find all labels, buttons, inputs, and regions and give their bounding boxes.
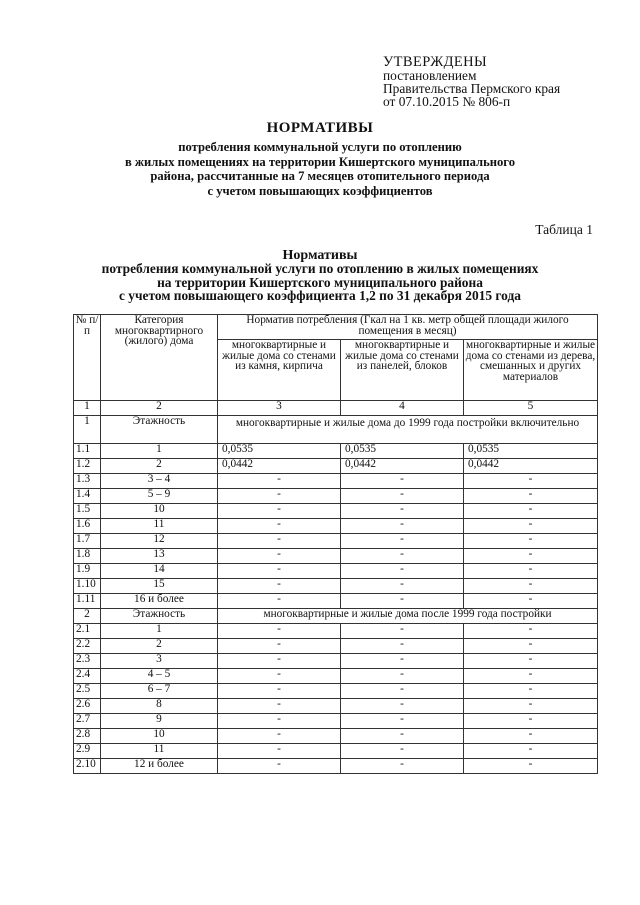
row-category: 8 — [101, 699, 218, 714]
row-value-stone: - — [218, 684, 341, 699]
row-value-wood: - — [464, 669, 598, 684]
row-category: 2 — [101, 639, 218, 654]
row-value-wood: - — [464, 684, 598, 699]
row-num: 1.10 — [74, 579, 101, 594]
row-num: 1.7 — [74, 534, 101, 549]
subtitle-line: потребления коммунальной услуги по отоплению — [178, 140, 462, 154]
row-category: 16 и более — [101, 594, 218, 609]
row-value-wood: - — [464, 564, 598, 579]
row-value-wood: - — [464, 624, 598, 639]
row-value-panel: - — [341, 624, 464, 639]
section-label: Этажность — [101, 609, 218, 624]
row-num: 1.6 — [74, 519, 101, 534]
row-num: 2.2 — [74, 639, 101, 654]
row-value-stone: - — [218, 759, 341, 774]
row-category: 10 — [101, 504, 218, 519]
column-numbers-row — [74, 401, 598, 416]
section-num: 1 — [74, 416, 101, 444]
row-category: 13 — [101, 549, 218, 564]
row-num: 2.4 — [74, 669, 101, 684]
row-value-panel: - — [341, 639, 464, 654]
table-row — [74, 714, 598, 729]
col-number: 3 — [218, 401, 341, 416]
row-category: 11 — [101, 744, 218, 759]
row-num: 1.4 — [74, 489, 101, 504]
row-value-stone: - — [218, 714, 341, 729]
approval-title: УТВЕРЖДЕНЫ — [383, 54, 488, 70]
document-subtitle — [80, 140, 560, 198]
col-number: 5 — [464, 401, 598, 416]
row-category: 2 — [101, 459, 218, 474]
section-text: многоквартирные и жилые дома до 1999 года постройки включительно — [218, 416, 598, 444]
row-value-panel: - — [341, 669, 464, 684]
table-row — [74, 594, 598, 609]
row-value-panel: 0,0442 — [341, 459, 464, 474]
table-row — [74, 474, 598, 489]
row-value-stone: - — [218, 504, 341, 519]
row-value-stone: - — [218, 564, 341, 579]
row-value-panel: - — [341, 729, 464, 744]
row-value-stone: - — [218, 729, 341, 744]
row-value-panel: 0,0535 — [341, 444, 464, 459]
row-value-wood: - — [464, 519, 598, 534]
header-col5: многоквартирные и жилые дома со стенами из дерева, смешанных и других материалов — [464, 340, 598, 401]
row-value-panel: - — [341, 504, 464, 519]
row-value-wood: - — [464, 534, 598, 549]
row-value-stone: - — [218, 474, 341, 489]
row-value-stone: 0,0535 — [218, 444, 341, 459]
row-value-panel: - — [341, 699, 464, 714]
row-value-panel: - — [341, 684, 464, 699]
row-num: 1.11 — [74, 594, 101, 609]
section-num: 2 — [74, 609, 101, 624]
row-value-panel: - — [341, 744, 464, 759]
row-value-wood: - — [464, 489, 598, 504]
row-value-panel: - — [341, 519, 464, 534]
approval-line: от 07.10.2015 № 806-п — [383, 94, 511, 109]
table-row — [74, 564, 598, 579]
row-category: 11 — [101, 519, 218, 534]
section-label: Этажность — [101, 416, 218, 444]
row-category: 4 – 5 — [101, 669, 218, 684]
table-row — [74, 639, 598, 654]
row-num: 2.1 — [74, 624, 101, 639]
row-value-wood: - — [464, 549, 598, 564]
table-row — [74, 624, 598, 639]
row-num: 2.3 — [74, 654, 101, 669]
table-row — [74, 549, 598, 564]
table-row — [74, 444, 598, 459]
row-value-stone: - — [218, 624, 341, 639]
table-row — [74, 519, 598, 534]
row-category: 10 — [101, 729, 218, 744]
row-value-wood: - — [464, 579, 598, 594]
table-row — [74, 459, 598, 474]
row-value-panel: - — [341, 714, 464, 729]
row-value-panel: - — [341, 474, 464, 489]
row-num: 1.5 — [74, 504, 101, 519]
row-value-panel: - — [341, 759, 464, 774]
row-value-panel: - — [341, 489, 464, 504]
row-category: 3 – 4 — [101, 474, 218, 489]
header-norm: Норматив потребления (Гкал на 1 кв. метр общей площади жилого помещения в месяц) — [218, 315, 598, 340]
row-value-wood: - — [464, 639, 598, 654]
row-num: 1.3 — [74, 474, 101, 489]
row-value-wood: - — [464, 699, 598, 714]
row-value-wood: - — [464, 744, 598, 759]
row-num: 2.7 — [74, 714, 101, 729]
row-num: 1.2 — [74, 459, 101, 474]
row-category: 5 – 9 — [101, 489, 218, 504]
table-title-line: Нормативы — [282, 248, 358, 263]
row-value-stone: - — [218, 489, 341, 504]
row-value-stone: - — [218, 639, 341, 654]
row-num: 2.10 — [74, 759, 101, 774]
table-row — [74, 504, 598, 519]
row-category: 12 — [101, 534, 218, 549]
table-title-line: с учетом повышающего коэффициента 1,2 по 31 декабря 2015 года — [119, 287, 521, 303]
section-text: многоквартирные и жилые дома после 1999 года постройки — [218, 609, 598, 624]
row-value-stone: - — [218, 744, 341, 759]
row-num: 1.1 — [74, 444, 101, 459]
table-row — [74, 669, 598, 684]
row-num: 2.9 — [74, 744, 101, 759]
header-num: № п/п — [74, 315, 101, 401]
row-category: 1 — [101, 444, 218, 459]
row-num: 1.9 — [74, 564, 101, 579]
row-num: 1.8 — [74, 549, 101, 564]
row-value-wood: - — [464, 474, 598, 489]
section-row — [74, 416, 598, 444]
row-category: 15 — [101, 579, 218, 594]
row-value-wood: 0,0442 — [464, 459, 598, 474]
table-row — [74, 744, 598, 759]
row-value-stone: - — [218, 579, 341, 594]
header-col3: многоквартирные и жилые дома со стенами из камня, кирпича — [218, 340, 341, 401]
row-value-stone: - — [218, 669, 341, 684]
row-value-wood: - — [464, 714, 598, 729]
col-number: 1 — [74, 401, 101, 416]
row-value-wood: - — [464, 759, 598, 774]
row-value-wood: - — [464, 504, 598, 519]
table-header-row — [74, 315, 598, 340]
table-row — [74, 759, 598, 774]
header-category: Категория многоквартирного (жилого) дома — [101, 315, 218, 401]
table-row — [74, 489, 598, 504]
approval-line: Правительства Пермского края — [383, 81, 561, 96]
approval-stamp — [383, 56, 560, 108]
table-row — [74, 579, 598, 594]
row-category: 6 – 7 — [101, 684, 218, 699]
table-title — [0, 249, 640, 302]
row-value-wood: - — [464, 594, 598, 609]
table-row — [74, 654, 598, 669]
row-value-wood: - — [464, 654, 598, 669]
subtitle-line: с учетом повышающих коэффициентов — [207, 183, 433, 198]
row-value-stone: - — [218, 654, 341, 669]
row-value-stone: - — [218, 549, 341, 564]
table-row — [74, 699, 598, 714]
section-row — [74, 609, 598, 624]
row-value-stone: 0,0442 — [218, 459, 341, 474]
col-number: 2 — [101, 401, 218, 416]
document-title: НОРМАТИВЫ — [266, 120, 374, 136]
row-num: 2.5 — [74, 684, 101, 699]
row-num: 2.6 — [74, 699, 101, 714]
table-row — [74, 729, 598, 744]
table-row — [74, 534, 598, 549]
row-value-panel: - — [341, 594, 464, 609]
row-value-panel: - — [341, 564, 464, 579]
row-value-stone: - — [218, 594, 341, 609]
row-category: 12 и более — [101, 759, 218, 774]
row-value-panel: - — [341, 534, 464, 549]
table-row — [74, 684, 598, 699]
row-category: 9 — [101, 714, 218, 729]
row-category: 14 — [101, 564, 218, 579]
row-value-stone: - — [218, 519, 341, 534]
col-number: 4 — [341, 401, 464, 416]
row-num: 2.8 — [74, 729, 101, 744]
row-value-stone: - — [218, 699, 341, 714]
norms-table — [73, 314, 598, 774]
header-col4: многоквартирные и жилые дома со стенами из панелей, блоков — [341, 340, 464, 401]
row-category: 1 — [101, 624, 218, 639]
table-title-line: потребления коммунальной услуги по отоплению в жилых помещениях — [101, 261, 539, 277]
subtitle-line: района, рассчитанные на 7 месяцев отопительного периода — [150, 169, 490, 183]
row-category: 3 — [101, 654, 218, 669]
subtitle-line: в жилых помещениях на территории Кишертского муниципального — [124, 154, 516, 169]
table-label: Таблица 1 — [535, 222, 593, 237]
row-value-stone: - — [218, 534, 341, 549]
approval-line: постановлением — [383, 68, 477, 83]
row-value-panel: - — [341, 654, 464, 669]
row-value-panel: - — [341, 579, 464, 594]
row-value-wood: 0,0535 — [464, 444, 598, 459]
table-title-line: на территории Кишертского муниципального района — [157, 274, 483, 290]
row-value-wood: - — [464, 729, 598, 744]
row-value-panel: - — [341, 549, 464, 564]
